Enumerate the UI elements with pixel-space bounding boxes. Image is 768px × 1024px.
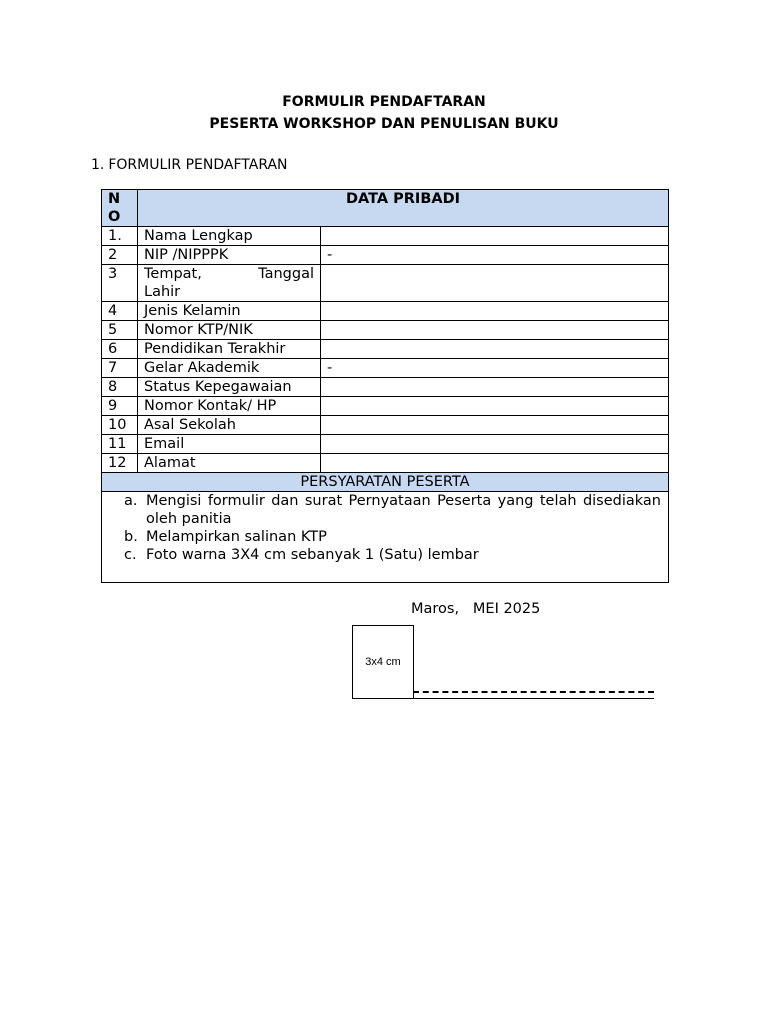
row-value <box>321 435 669 454</box>
row-label: Gelar Akademik <box>138 359 321 378</box>
list-item-text: Melampirkan salinan KTP <box>146 529 327 545</box>
row-label: NIP /NIPPPK <box>138 246 321 265</box>
row-label-line2: Lahir <box>144 284 181 300</box>
row-value <box>321 265 669 302</box>
requirements-header-row <box>102 473 669 492</box>
signature-underline <box>413 698 654 699</box>
row-value <box>321 321 669 340</box>
row-value <box>321 227 669 246</box>
list-item-marker: a. <box>124 493 138 509</box>
row-value <box>321 302 669 321</box>
row-number: 9 <box>102 397 138 416</box>
table-row <box>102 454 669 473</box>
list-item-text: Mengisi formulir dan surat Pernyataan Peserta yang telah disediakan oleh panitia <box>146 493 661 527</box>
table-row <box>102 340 669 359</box>
row-number: 6 <box>102 340 138 359</box>
row-label: Alamat <box>138 454 321 473</box>
list-item-marker: b. <box>124 529 138 545</box>
row-label: Nomor KTP/NIK <box>138 321 321 340</box>
requirements-list <box>124 492 661 564</box>
row-value: - <box>321 359 669 378</box>
list-item <box>124 528 661 546</box>
row-label: Status Kepegawaian <box>138 378 321 397</box>
section-heading <box>91 156 288 174</box>
row-value <box>321 454 669 473</box>
section-title: FORMULIR PENDAFTARAN <box>108 157 288 173</box>
table-row <box>102 359 669 378</box>
row-number: 12 <box>102 454 138 473</box>
row-label: Jenis Kelamin <box>138 302 321 321</box>
table-row <box>102 416 669 435</box>
row-value <box>321 340 669 359</box>
row-number: 2 <box>102 246 138 265</box>
row-value <box>321 397 669 416</box>
table-row <box>102 246 669 265</box>
row-number: 4 <box>102 302 138 321</box>
row-value <box>321 416 669 435</box>
photo-placeholder <box>352 625 414 699</box>
table-row <box>102 227 669 246</box>
no-column-header: N O <box>102 190 138 227</box>
table-row <box>102 435 669 454</box>
row-label: Email <box>138 435 321 454</box>
row-number: 5 <box>102 321 138 340</box>
place-date: Maros, MEI 2025 <box>411 601 541 617</box>
row-value: - <box>321 246 669 265</box>
row-label-line1: Tempat, Tanggal <box>144 266 314 282</box>
table-row <box>102 397 669 416</box>
row-label: Nama Lengkap <box>138 227 321 246</box>
requirements-row <box>102 492 669 583</box>
table-row <box>102 378 669 397</box>
table-header-row <box>102 190 669 227</box>
row-number: 1. <box>102 227 138 246</box>
list-item-text: Foto warna 3X4 cm sebanyak 1 (Satu) lembar <box>146 547 479 563</box>
row-value <box>321 378 669 397</box>
row-number: 7 <box>102 359 138 378</box>
row-label: Asal Sekolah <box>138 416 321 435</box>
photo-label: 3x4 cm <box>365 656 401 668</box>
table-row <box>102 265 669 302</box>
row-label: Nomor Kontak/ HP <box>138 397 321 416</box>
requirements-title: PERSYARATAN PESERTA <box>102 473 669 492</box>
table-row <box>102 321 669 340</box>
form-subtitle: PESERTA WORKSHOP DAN PENULISAN BUKU <box>209 116 559 132</box>
row-number: 11 <box>102 435 138 454</box>
row-label: Pendidikan Terakhir <box>138 340 321 359</box>
row-label <box>138 265 321 302</box>
row-number: 3 <box>102 265 138 302</box>
section-number: 1. <box>91 157 105 173</box>
form-title: FORMULIR PENDAFTARAN <box>282 94 486 110</box>
signature-dashed-line <box>413 688 654 693</box>
list-item <box>124 546 661 564</box>
list-item-marker: c. <box>124 547 137 563</box>
table-row <box>102 302 669 321</box>
data-pribadi-header: DATA PRIBADI <box>138 190 669 227</box>
row-number: 8 <box>102 378 138 397</box>
personal-data-table <box>101 189 669 583</box>
row-number: 10 <box>102 416 138 435</box>
list-item <box>124 492 661 528</box>
requirements-cell <box>102 492 669 583</box>
